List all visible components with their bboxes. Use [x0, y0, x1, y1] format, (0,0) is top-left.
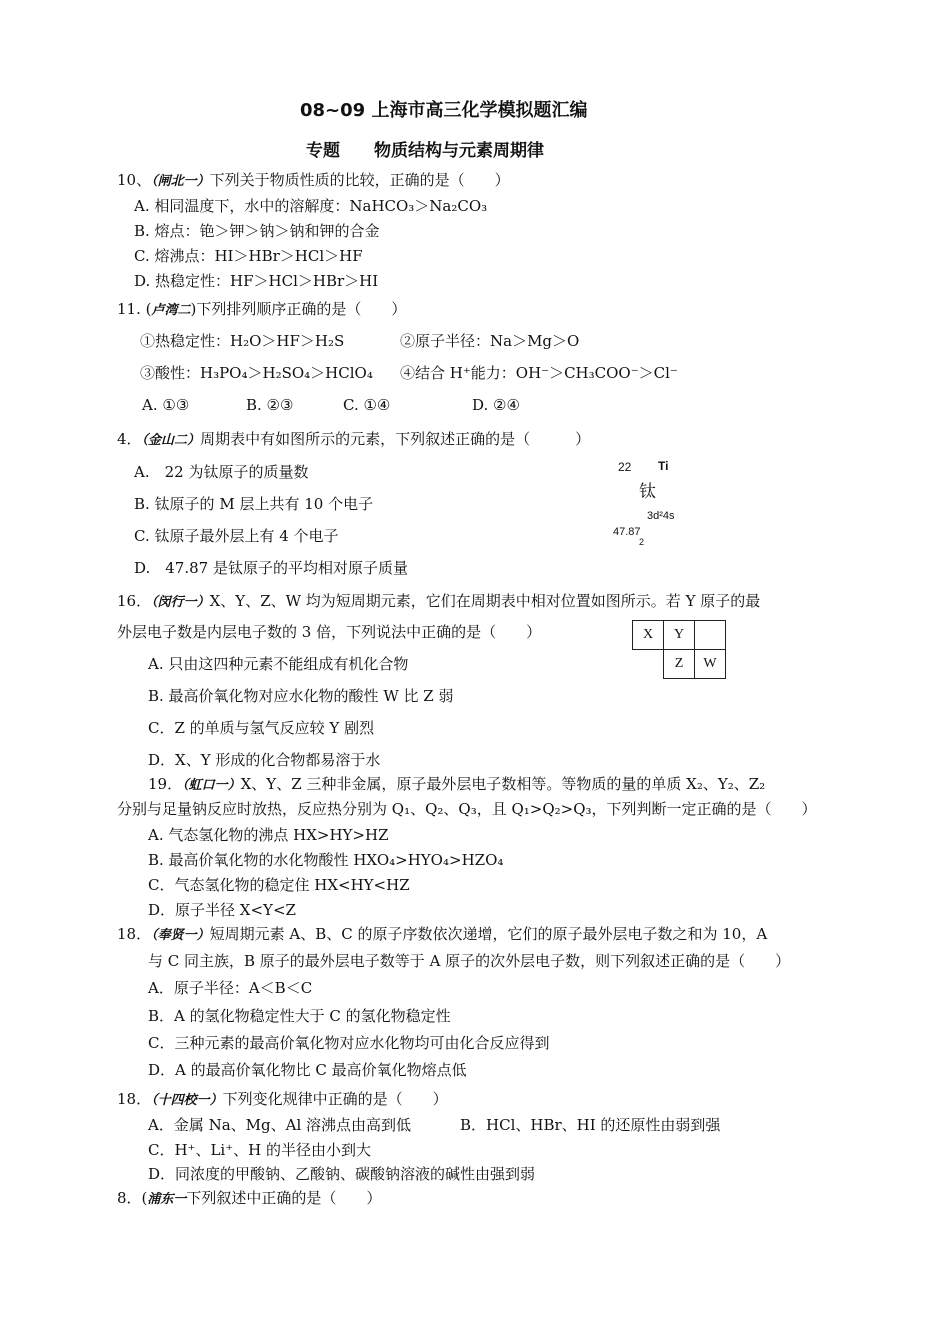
question-16-option-a: A. 只由这四种元素不能组成有机化合物: [148, 655, 409, 673]
question-source: （闸北一）: [151, 174, 210, 189]
question-18b-option-d: D．同浓度的甲酸钠、乙酸钠、碳酸钠溶液的碱性由强到弱: [148, 1165, 536, 1183]
question-18b-stem: 18．（十四校一）下列变化规律中正确的是（ ）: [117, 1090, 448, 1108]
question-11-statement-4: ④结合 H⁺能力：OH⁻＞CH₃COO⁻＞Cl⁻: [400, 364, 678, 382]
question-11-statement-2: ②原子半径：Na＞Mg＞O: [400, 332, 580, 350]
question-4-option-c: C. 钛原子最外层上有 4 个电子: [134, 527, 339, 545]
question-source: 浦东一: [147, 1192, 187, 1207]
question-11-option-a: A. ①③: [142, 396, 190, 414]
question-18a-stem-line-1: 18．（奉贤一）短周期元素 A、B、C 的原子序数依次递增，它们的原子最外层电子数之和为 10，A: [117, 925, 768, 943]
cell-empty-bottom: [633, 650, 664, 679]
cell-empty-top: [695, 621, 726, 650]
periodic-position-table: [632, 620, 726, 679]
question-18a-option-c: C．三种元素的最高价氧化物对应水化物均可由化合反应得到: [148, 1034, 550, 1052]
question-18a-stem-line-2: 与 C 同主族，B 原子的最外层电子数等于 A 原子的次外层电子数，则下列叙述正确的是（ ）: [148, 952, 791, 970]
question-16-option-d: D．X、Y 形成的化合物都易溶于水: [148, 751, 381, 769]
question-11-option-d: D. ②④: [472, 396, 520, 414]
electron-configuration: 3d²4s: [647, 510, 675, 522]
question-source: （闵行一）: [151, 595, 210, 610]
question-11-option-c: C. ①④: [343, 396, 391, 414]
question-source: （虹口一）: [182, 778, 241, 793]
question-19-stem-line-2: 分别与足量钠反应时放热，反应热分别为 Q₁、Q₂、Q₃，且 Q₁>Q₂>Q₃，下列判断一定正确的是（ ）: [117, 800, 817, 818]
question-10-option-a: A. 相同温度下，水中的溶解度：NaHCO₃＞Na₂CO₃: [134, 197, 488, 215]
question-18a-option-a: A．原子半径：A＜B＜C: [148, 979, 313, 997]
question-19-option-c: C．气态氢化物的稳定住 HX<HY<HZ: [148, 876, 410, 894]
titanium-element-tile: [612, 456, 692, 556]
question-10-option-d: D. 热稳定性：HF＞HCl＞HBr＞HI: [134, 272, 379, 290]
element-symbol: Ti: [658, 459, 669, 473]
question-18b-option-b: B．HCl、HBr、HI 的还原性由弱到强: [460, 1116, 721, 1134]
question-10-option-c: C. 熔沸点：HI＞HBr＞HCl＞HF: [134, 247, 363, 265]
cell-z: Z: [664, 650, 695, 679]
atomic-number: 22: [618, 460, 632, 474]
question-source: （十四校一）: [151, 1093, 223, 1108]
cell-y: Y: [664, 621, 695, 650]
question-8-stem: 8．(浦东一下列叙述中正确的是（ ）: [117, 1189, 382, 1207]
question-4-option-d: D. 47.87 是钛原子的平均相对原子质量: [134, 559, 408, 577]
question-19-option-a: A. 气态氢化物的沸点 HX>HY>HZ: [148, 826, 389, 844]
question-18b-option-c: C．H⁺、Li⁺、H 的半径由小到大: [148, 1141, 372, 1159]
question-19-option-b: B. 最高价氧化物的水化物酸性 HXO₄>HYO₄>HZO₄: [148, 851, 504, 869]
question-16-stem-line-1: 16．（闵行一）X、Y、Z、W 均为短周期元素，它们在周期表中相对位置如图所示。若 Y 原子的最: [117, 592, 761, 610]
document-title: 08~09 上海市高三化学模拟题汇编: [300, 100, 588, 121]
question-18b-option-a: A．金属 Na、Mg、Al 溶沸点由高到低: [148, 1116, 412, 1134]
question-19-option-d: D．原子半径 X<Y<Z: [148, 901, 296, 919]
question-11-statement-1: ①热稳定性：H₂O＞HF＞H₂S: [140, 332, 345, 350]
question-19-stem-line-1: 19．（虹口一）X、Y、Z 三种非金属，原子最外层电子数相等。等物质的量的单质 X₂、Y₂、Z₂: [148, 775, 766, 793]
element-name: 钛: [639, 482, 656, 502]
configuration-subscript: 2: [639, 537, 645, 547]
question-source: 卢湾二: [151, 303, 191, 318]
question-11-stem: 11. (卢湾二)下列排列顺序正确的是（ ）: [117, 300, 407, 318]
question-18a-option-d: D．A 的最高价氧化物比 C 最高价氧化物熔点低: [148, 1061, 467, 1079]
cell-x: X: [633, 621, 664, 650]
question-source: （金山二）: [141, 433, 201, 448]
relative-atomic-mass: 47.87: [613, 526, 641, 538]
question-10-option-b: B. 熔点：铯＞钾＞钠＞钠和钾的合金: [134, 222, 380, 240]
cell-w: W: [695, 650, 726, 679]
question-11-statement-3: ③酸性：H₃PO₄＞H₂SO₄＞HClO₄: [140, 364, 373, 382]
question-4-option-a: A. 22 为钛原子的质量数: [134, 463, 309, 481]
document-subtitle: 专题 物质结构与元素周期律: [306, 141, 544, 161]
question-4-stem: 4．（金山二）周期表中有如图所示的元素，下列叙述正确的是（ ）: [117, 430, 591, 448]
question-18a-option-b: B．A 的氢化物稳定性大于 C 的氢化物稳定性: [148, 1007, 451, 1025]
question-source: （奉贤一）: [151, 928, 210, 943]
question-16-option-b: B. 最高价氧化物对应水化物的酸性 W 比 Z 弱: [148, 687, 454, 705]
question-11-option-b: B. ②③: [246, 396, 294, 414]
question-4-option-b: B. 钛原子的 M 层上共有 10 个电子: [134, 495, 374, 513]
question-10-stem: 10、（闸北一）下列关于物质性质的比较，正确的是（ ）: [117, 171, 510, 189]
question-16-option-c: C．Z 的单质与氢气反应较 Y 剧烈: [148, 719, 375, 737]
question-16-stem-line-2: 外层电子数是内层电子数的 3 倍，下列说法中正确的是（ ）: [117, 623, 542, 641]
